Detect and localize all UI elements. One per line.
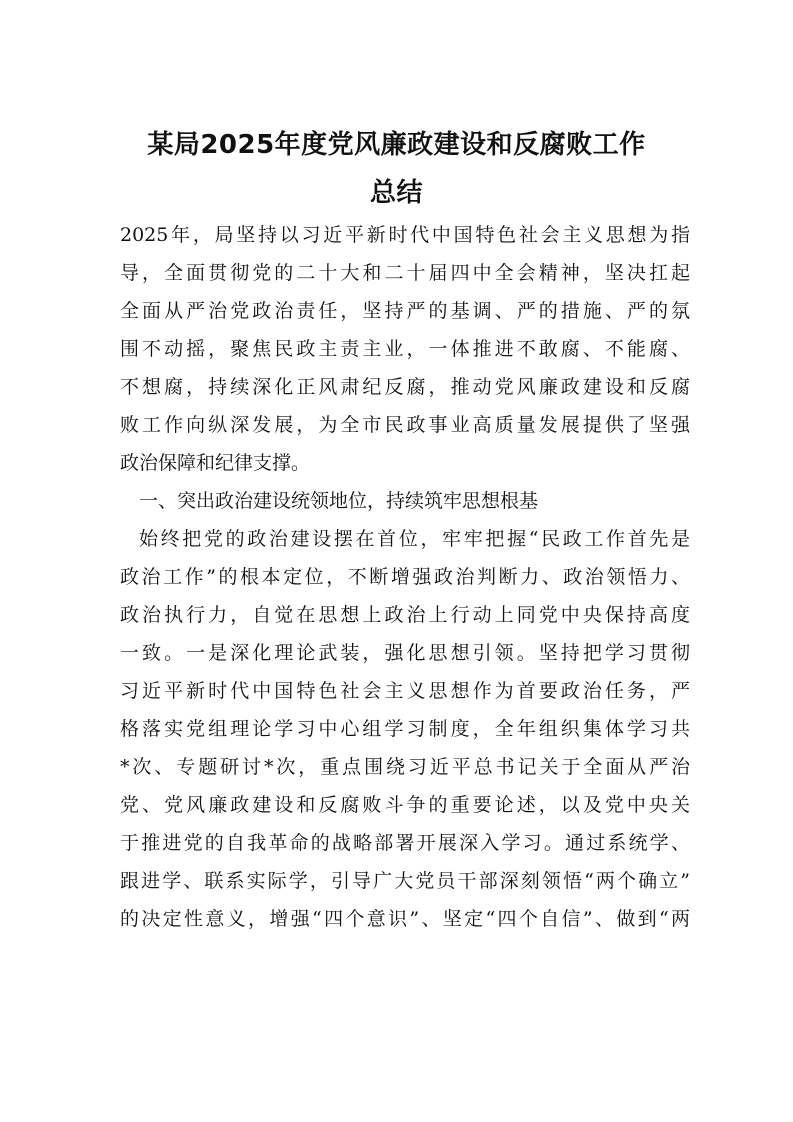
intro-line: 导，全面贯彻党的二十大和二十届四中全会精神，坚决扛起 [120,262,690,284]
section-1-line: 政治执行力，自觉在思想上政治上行动上同党中央保持高度 [120,604,690,626]
section-1-line: 始终把党的政治建设摆在首位，牢牢把握“民政工作首先是 [139,528,690,550]
section-1-line: *次、专题研讨*次，重点围绕习近平总书记关于全面从严治 [120,756,690,778]
document-title-line-2: 总结 [369,178,423,208]
intro-line: 围不动摇，聚焦民政主责主业，一体推进不敢腐、不能腐、 [120,338,690,360]
intro-line: 政治保障和纪律支撑。 [120,452,311,474]
section-1-line: 于推进党的自我革命的战略部署开展深入学习。通过系统学、 [120,832,690,854]
intro-line: 全面从严治党政治责任，坚持严的基调、严的措施、严的氛 [120,300,690,322]
intro-line: 败工作向纵深发展，为全市民政事业高质量发展提供了坚强 [120,414,690,436]
document-title-line-1: 某局2025年度党风廉政建设和反腐败工作 [147,130,646,160]
intro-line: 不想腐，持续深化正风肃纪反腐，推动党风廉政建设和反腐 [120,376,690,398]
intro-line: 2025年，局坚持以习近平新时代中国特色社会主义思想为指 [120,224,690,246]
section-1-line: 一致。一是深化理论武装，强化思想引领。坚持把学习贯彻 [120,642,690,664]
section-1-line: 党、党风廉政建设和反腐败斗争的重要论述，以及党中央关 [120,794,690,816]
section-1-line: 习近平新时代中国特色社会主义思想作为首要政治任务，严 [120,680,690,702]
document-body [120,216,690,938]
section-1-line: 政治工作”的根本定位，不断增强政治判断力、政治领悟力、 [120,566,690,588]
section-1-heading: 一、突出政治建设统领地位，持续筑牢思想根基 [139,490,539,512]
section-1-line: 的决定性意义，增强“四个意识”、坚定“四个自信”、做到“两 [120,908,690,930]
section-1-line: 跟进学、联系实际学，引导广大党员干部深刻领悟“两个确立” [120,870,690,892]
section-1-line: 格落实党组理论学习中心组学习制度，全年组织集体学习共 [120,718,690,740]
